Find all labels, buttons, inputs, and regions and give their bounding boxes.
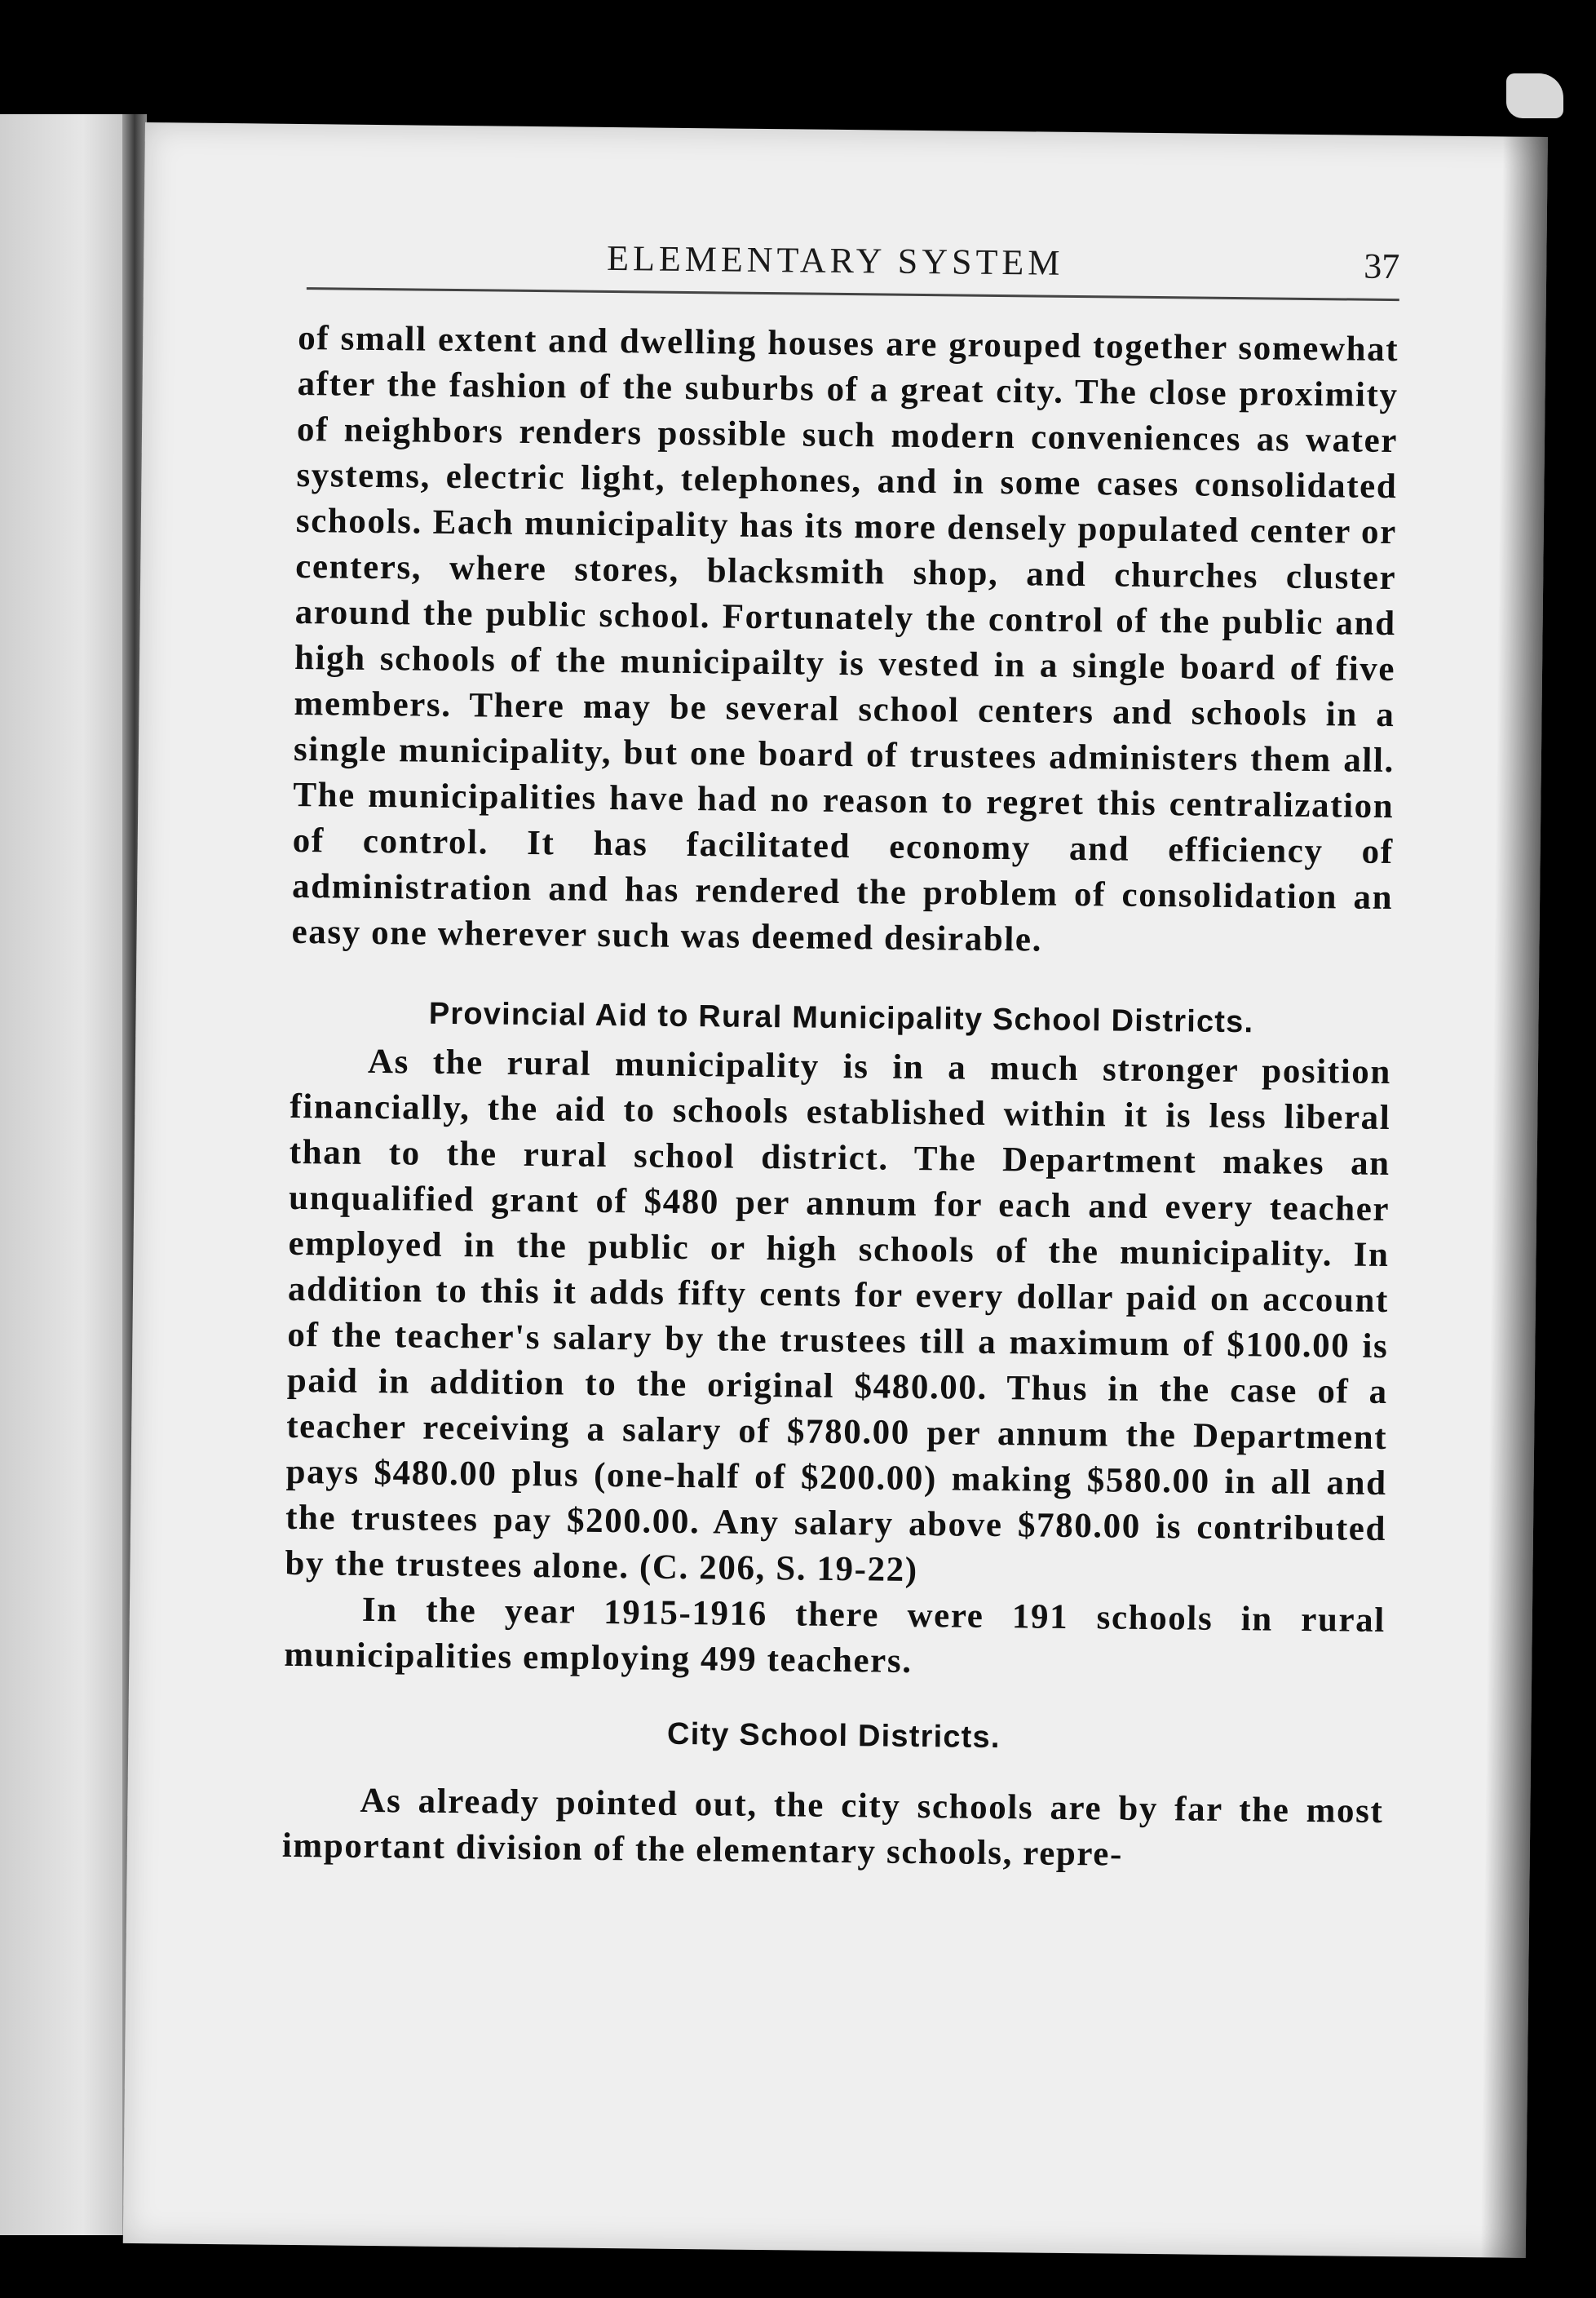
section-heading-provincial-aid: Provincial Aid to Rural Municipality School Districts. — [428, 996, 1254, 1040]
paragraph-1: of small extent and dwelling houses are grouped together somewhat after the fashion of the suburbs of a great city. The close proximity of neighbors renders possible such modern conveniences as water systems, electric light, telephones, and in some cases consolidated schools. Each municipality has its more densely populated center or centers, where stores, blacksmith shop, and churches cluster around the public school. Fortunately the control of the public and high schools of the municipailty is vested in a single board of five members. There may be several school centers and schools in a single municipality, but one board of trustees administers them all. The municipalities have had no reason to regret this centralization of control. It has facilitated economy and efficiency of administration and has rendered the problem of consolidation an easy one wherever such was deemed desirable. — [291, 318, 1399, 959]
page-number: 37 — [1363, 246, 1400, 287]
section-heading-city-school: City School Districts. — [666, 1716, 1001, 1756]
facing-page-edge — [0, 114, 139, 2235]
header-rule — [307, 287, 1399, 301]
body-text — [282, 316, 1399, 1880]
paragraph-2: As the rural municipality is in a much stronger position financially, the aid to schools established within it is less liberal than to the rural school district. The Department makes an unqualified grant of $480 per annum for each and every teacher employed in the public or high schools of the municipality. In addition to this it adds fifty cents for every dollar paid on account of the teacher's salary by the trustees till a maximum of $100.00 is paid in addition to the original $480.00. Thus in the case of a teacher receiving a salary of $780.00 per annum the Department pays $480.00 plus (one-half of $200.00) making $580.00 in all and the trustees pay $200.00. Any salary above $780.00 is contributed by the trustees alone. (C. 206, S. 19-22) — [285, 1042, 1392, 1590]
running-title: ELEMENTARY SYSTEM — [606, 237, 1064, 283]
page-corner — [1506, 73, 1563, 118]
paragraph-3: In the year 1915-1916 there were 191 schools in rural municipalities employing 499 teachers. — [284, 1590, 1386, 1680]
paragraph-4: As already pointed out, the city schools are by far the most important division of the elementary schools, repre- — [281, 1781, 1384, 1874]
page-shadow-edge — [1481, 136, 1548, 2257]
running-header — [307, 234, 1399, 287]
book-page — [123, 122, 1548, 2258]
